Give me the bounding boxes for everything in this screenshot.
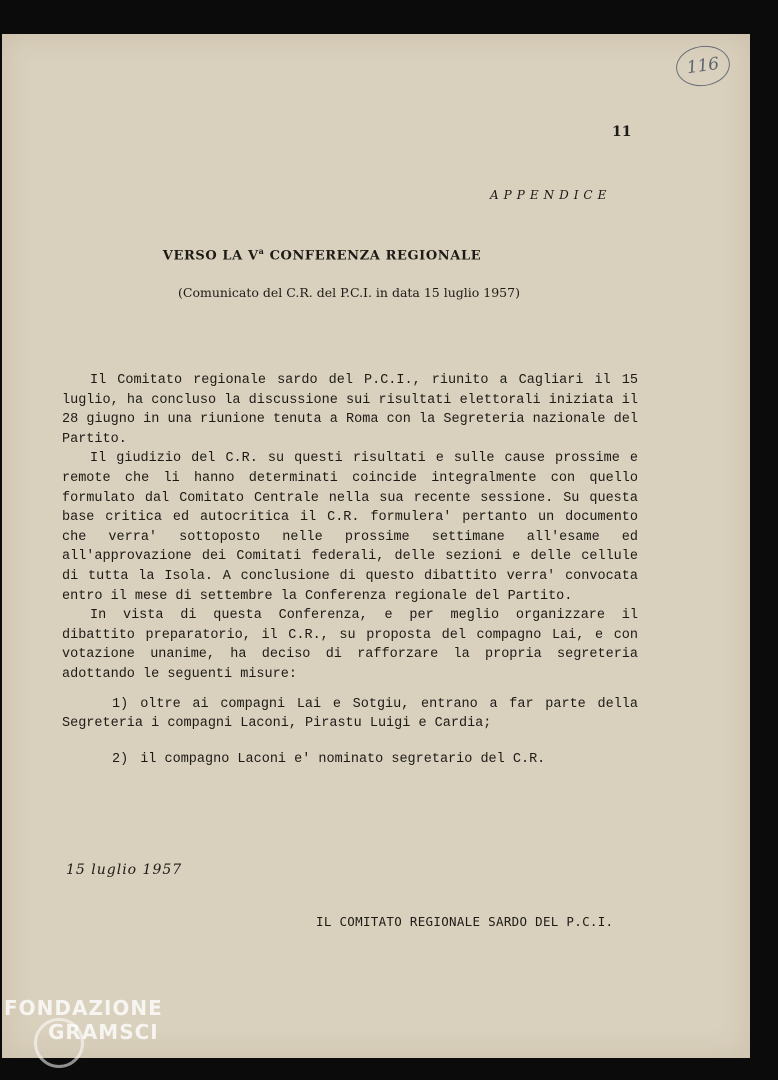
title-suffix: CONFERENZA REGIONALE [264,248,482,264]
title-superscript: a [258,246,265,256]
measure-2 [62,750,638,770]
watermark-logo [4,996,194,1066]
appendix-label: APPENDICE [490,188,612,202]
watermark-line-2: GRAMSCI [48,1020,159,1044]
watermark-ring-icon [34,1018,84,1068]
measure-2-text: il compagno Laconi e' nominato segretario del C.R. [140,751,546,767]
page-number: 11 [612,124,632,140]
measure-1-text: oltre ai compagni Lai e Sotgiu, entrano a far parte della Segreteria i compagni Laconi, Pirastu Luigi e Cardia; [62,696,638,732]
document-body [62,371,638,769]
measure-2-number: 2) [112,751,129,767]
document-subtitle: (Comunicato del C.R. del P.C.I. in data 15 luglio 1957) [178,285,520,300]
document-title [2,246,642,263]
watermark-line-1: FONDAZIONE [4,996,163,1020]
paragraph-1: Il Comitato regionale sardo del P.C.I., riunito a Cagliari il 15 luglio, ha concluso la discussione sui risultati elettorali iniziata il 28 giugno in una riunione tenuta a Roma con la Segreteria nazionale del Partito. [62,373,638,447]
document-date: 15 luglio 1957 [66,862,183,878]
title-prefix: VERSO LA V [162,248,259,264]
measure-1-number: 1) [112,696,129,712]
paragraph-3: In vista di questa Conferenza, e per meglio organizzare il dibattito preparatorio, il C.R., su proposta del compagno Lai, e con votazione unanime, ha deciso di rafforzare la propria segreteria adottando le seguenti misure: [62,608,638,682]
document-page [2,34,750,1058]
archive-stamp: 116 [673,42,732,89]
measure-1 [62,695,638,734]
signature: IL COMITATO REGIONALE SARDO DEL P.C.I. [316,914,614,929]
paragraph-2: Il giudizio del C.R. su questi risultati e sulle cause prossime e remote che li hanno determinati coincide integralmente con quello formulato dal Comitato Centrale nella sua recente sessione. Su questa base critica ed autocritica il C.R. formulera' pertanto un documento che verra' sottoposto nelle prossime settimane all'esame ed all'approvazione dei Comitati federali, delle sezioni e delle cellule di tutta la Isola. A conclusione di questo dibattito verra' convocata entro il mese di settembre la Conferenza regionale del Partito. [62,451,638,604]
